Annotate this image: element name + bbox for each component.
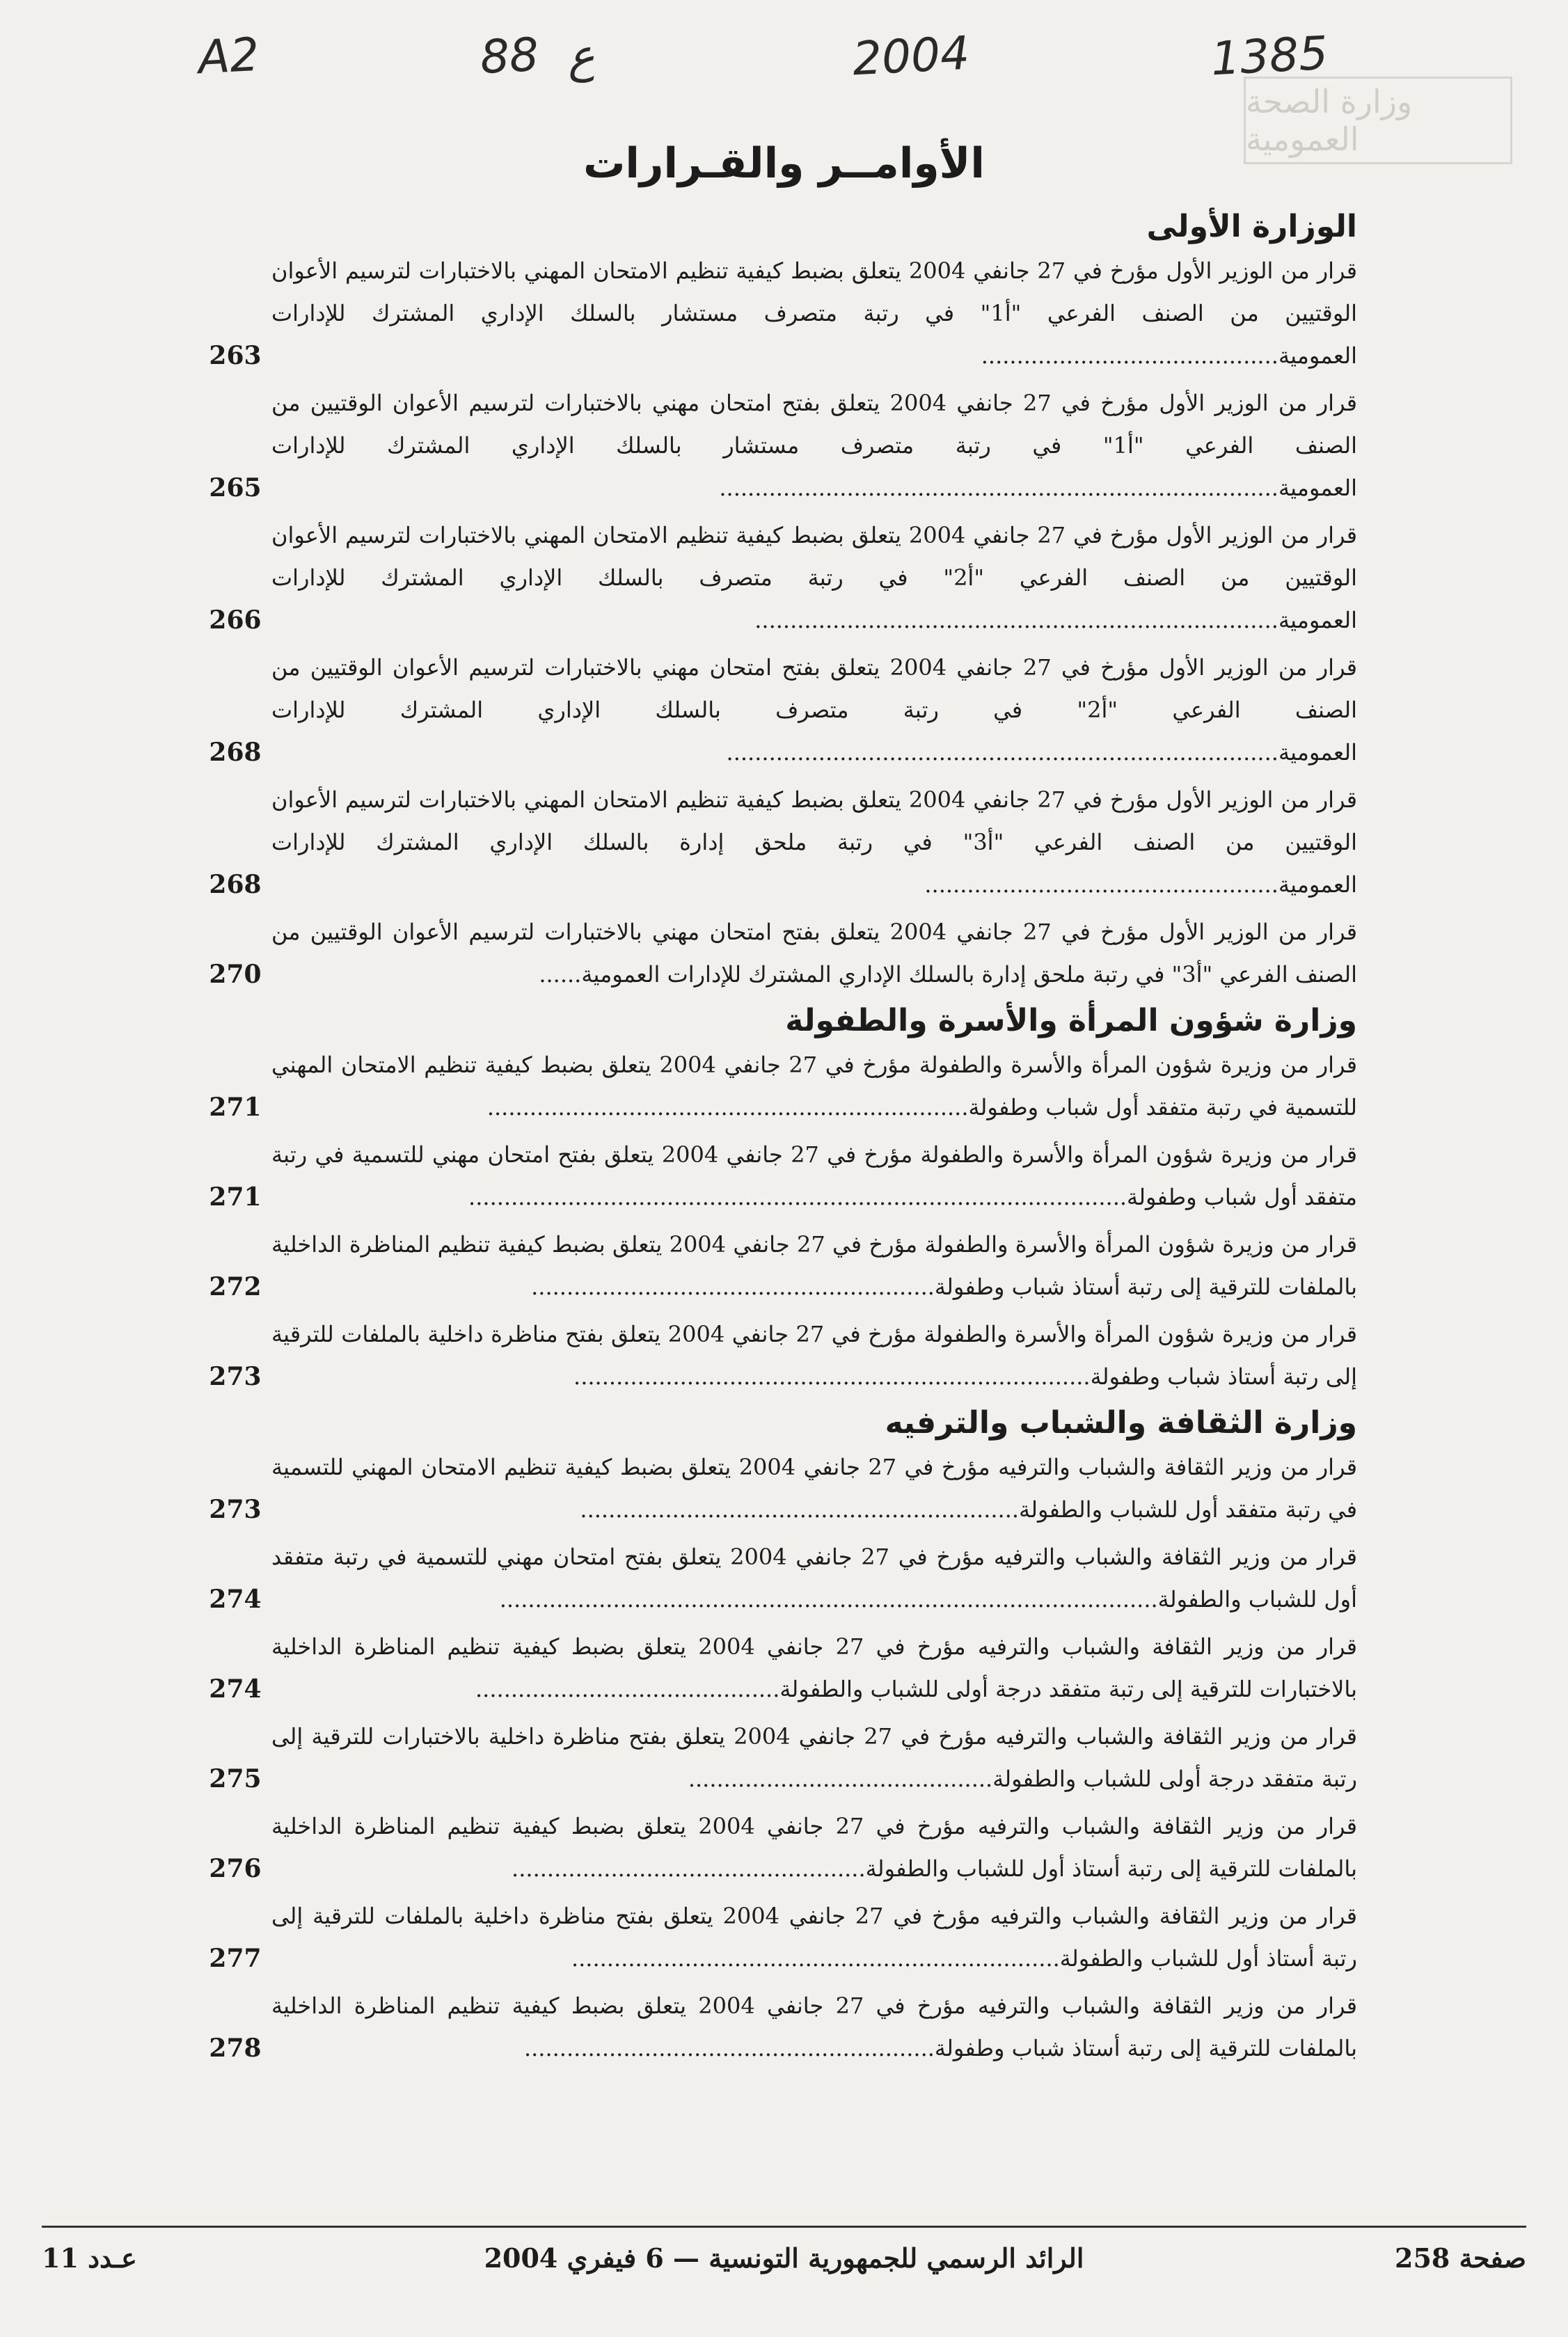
entry-page: 274 bbox=[209, 1585, 262, 1614]
entry-page: 274 bbox=[209, 1674, 262, 1704]
handwritten-note-e: 1385 bbox=[1210, 26, 1329, 86]
list-item: قرار من وزيرة شؤون المرأة والأسرة والطفولة مؤرخ في 27 جانفي 2004 يتعلق بفتح امتحان مهني للتسمية في رتبة متفقد أول شباب وطفولة............................................................................................. 271 bbox=[264, 1134, 1357, 1219]
entry-page: 278 bbox=[209, 2034, 262, 2063]
entry-text: قرار من الوزير الأول مؤرخ في 27 جانفي 2004 يتعلق بفتح امتحان مهني بالاختبارات لترسيم الأعوان الوقتيين من الصنف الفرعي "أ3" في رتبة ملحق إدارة بالسلك الإداري المشترك للإدارات العمومية bbox=[271, 919, 1358, 988]
entry-page: 275 bbox=[209, 1764, 262, 1793]
list-item: قرار من وزيرة شؤون المرأة والأسرة والطفولة مؤرخ في 27 جانفي 2004 يتعلق بضبط كيفية تنظيم المناظرة الداخلية بالملفات للترقية إلى رتبة أستاذ شباب وطفولة......................................................... 272 bbox=[264, 1223, 1357, 1308]
list-item: قرار من وزير الثقافة والشباب والترفيه مؤرخ في 27 جانفي 2004 يتعلق بضبط كيفية تنظيم المناظرة الداخلية بالاختبارات للترقية إلى رتبة متفقد درجة أولى للشباب والطفولة........................................... 274 bbox=[264, 1626, 1357, 1711]
list-item: قرار من وزير الثقافة والشباب والترفيه مؤرخ في 27 جانفي 2004 يتعلق بضبط كيفية تنظيم المناظرة الداخلية بالملفات للترقية إلى رتبة أستاذ شباب وطفولة.......................................................... 278 bbox=[264, 1985, 1357, 2070]
entry-text: قرار من وزير الثقافة والشباب والترفيه مؤرخ في 27 جانفي 2004 يتعلق بفتح مناظرة داخلية بالاختبارات للترقية إلى رتبة متفقد درجة أولى للشباب والطفولة bbox=[271, 1723, 1358, 1792]
entry-text: قرار من الوزير الأول مؤرخ في 27 جانفي 2004 يتعلق بضبط كيفية تنظيم الامتحان المهني بالاختبارات لترسيم الأعوان الوقتيين من الصنف الفرعي "أ2" في رتبة متصرف بالسلك الإداري المشترك للإدارات العمومية bbox=[271, 522, 1358, 633]
entry-text: قرار من وزير الثقافة والشباب والترفيه مؤرخ في 27 جانفي 2004 يتعلق بفتح مناظرة داخلية بالملفات للترقية إلى رتبة أستاذ أول للشباب والطفولة bbox=[271, 1903, 1358, 1972]
section-title: وزارة شؤون المرأة والأسرة والطفولة bbox=[785, 1003, 1357, 1038]
page-title: الأوامــر والقـرارات bbox=[583, 139, 985, 188]
list-item: قرار من وزير الثقافة والشباب والترفيه مؤرخ في 27 جانفي 2004 يتعلق بضبط كيفية تنظيم الامتحان المهني للتسمية في رتبة متفقد أول للشباب والطفولة.............................................................. 273 bbox=[264, 1446, 1357, 1531]
entry-page: 277 bbox=[209, 1944, 262, 1973]
entry-page: 268 bbox=[209, 870, 262, 899]
handwritten-note-b: 88 bbox=[479, 27, 540, 85]
list-item: قرار من وزيرة شؤون المرأة والأسرة والطفولة مؤرخ في 27 جانفي 2004 يتعلق بفتح مناظرة داخلية بالملفات للترقية إلى رتبة أستاذ شباب وطفولة......................................................................... 273 bbox=[264, 1313, 1357, 1398]
list-item: قرار من الوزير الأول مؤرخ في 27 جانفي 2004 يتعلق بضبط كيفية تنظيم الامتحان المهني بالاختبارات لترسيم الأعوان الوقتيين من الصنف الفرعي "أ2" في رتبة متصرف بالسلك الإداري المشترك للإدارات العمومية.......................................................................... 266 bbox=[264, 514, 1357, 642]
entry-page: 265 bbox=[209, 473, 262, 502]
entry-page: 271 bbox=[209, 1182, 262, 1212]
list-item: قرار من الوزير الأول مؤرخ في 27 جانفي 2004 يتعلق بضبط كيفية تنظيم الامتحان المهني بالاختبارات لترسيم الأعوان الوقتيين من الصنف الفرعي "أ1" في رتبة متصرف مستشار بالسلك الإداري المشترك للإدارات العمومية.......................................... 263 bbox=[264, 250, 1357, 377]
section-first-ministry bbox=[209, 209, 1358, 996]
entry-text: قرار من وزير الثقافة والشباب والترفيه مؤرخ في 27 جانفي 2004 يتعلق بضبط كيفية تنظيم المناظرة الداخلية بالاختبارات للترقية إلى رتبة متفقد درجة أولى للشباب والطفولة bbox=[271, 1633, 1358, 1702]
section-title: الوزارة الأولى bbox=[1146, 209, 1357, 244]
entry-page: 263 bbox=[209, 341, 262, 370]
list-item: قرار من الوزير الأول مؤرخ في 27 جانفي 2004 يتعلق بفتح امتحان مهني بالاختبارات لترسيم الأعوان الوقتيين من الصنف الفرعي "أ2" في رتبة متصرف بالسلك الإداري المشترك للإدارات العمومية.............................................................................. 268 bbox=[264, 647, 1357, 774]
entry-text: قرار من وزير الثقافة والشباب والترفيه مؤرخ في 27 جانفي 2004 يتعلق بضبط كيفية تنظيم المناظرة الداخلية بالملفات للترقية إلى رتبة أستاذ شباب وطفولة bbox=[271, 1993, 1358, 2061]
section-culture-youth-ministry bbox=[209, 1405, 1358, 2070]
entry-page: 268 bbox=[209, 738, 262, 767]
entry-text: قرار من وزيرة شؤون المرأة والأسرة والطفولة مؤرخ في 27 جانفي 2004 يتعلق بضبط كيفية تنظيم المناظرة الداخلية بالملفات للترقية إلى رتبة أستاذ شباب وطفولة bbox=[271, 1231, 1358, 1300]
entry-text: قرار من الوزير الأول مؤرخ في 27 جانفي 2004 يتعلق بفتح امتحان مهني بالاختبارات لترسيم الأعوان الوقتيين من الصنف الفرعي "أ2" في رتبة متصرف بالسلك الإداري المشترك للإدارات العمومية bbox=[271, 654, 1358, 766]
section-women-family-ministry bbox=[209, 1003, 1358, 1398]
footer-rule bbox=[42, 2226, 1526, 2228]
entry-page: 273 bbox=[209, 1362, 262, 1391]
entry-page: 272 bbox=[209, 1272, 262, 1301]
handwritten-note-a: A2 bbox=[197, 27, 261, 85]
footer-issue-number: عـدد 11 bbox=[42, 2242, 137, 2274]
entry-text: قرار من وزير الثقافة والشباب والترفيه مؤرخ في 27 جانفي 2004 يتعلق بضبط كيفية تنظيم الامتحان المهني للتسمية في رتبة متفقد أول للشباب والطفولة bbox=[271, 1454, 1358, 1523]
entry-text: قرار من وزيرة شؤون المرأة والأسرة والطفولة مؤرخ في 27 جانفي 2004 يتعلق بفتح امتحان مهني للتسمية في رتبة متفقد أول شباب وطفولة bbox=[271, 1141, 1358, 1210]
handwritten-note-c: ع bbox=[566, 29, 596, 84]
list-item: قرار من وزير الثقافة والشباب والترفيه مؤرخ في 27 جانفي 2004 يتعلق بفتح مناظرة داخلية بالاختبارات للترقية إلى رتبة متفقد درجة أولى للشباب والطفولة........................................... 275 bbox=[264, 1716, 1357, 1800]
entry-text: قرار من وزيرة شؤون المرأة والأسرة والطفولة مؤرخ في 27 جانفي 2004 يتعلق بفتح مناظرة داخلية بالملفات للترقية إلى رتبة أستاذ شباب وطفولة bbox=[271, 1321, 1358, 1390]
footer-page-number: صفحة 258 bbox=[1395, 2242, 1526, 2274]
page-footer bbox=[42, 2242, 1526, 2284]
entry-text: قرار من وزيرة شؤون المرأة والأسرة والطفولة مؤرخ في 27 جانفي 2004 يتعلق بضبط كيفية تنظيم الامتحان المهني للتسمية في رتبة متفقد أول شباب وطفولة bbox=[271, 1052, 1358, 1120]
list-item: قرار من وزير الثقافة والشباب والترفيه مؤرخ في 27 جانفي 2004 يتعلق بضبط كيفية تنظيم المناظرة الداخلية بالملفات للترقية إلى رتبة أستاذ أول للشباب والطفولة.................................................. 276 bbox=[264, 1805, 1357, 1890]
entry-page: 271 bbox=[209, 1093, 262, 1122]
entry-page: 276 bbox=[209, 1854, 262, 1883]
footer-publication: الرائد الرسمي للجمهورية التونسية — 6 فيفري 2004 bbox=[484, 2242, 1084, 2274]
list-item: قرار من الوزير الأول مؤرخ في 27 جانفي 2004 يتعلق بفتح امتحان مهني بالاختبارات لترسيم الأعوان الوقتيين من الصنف الفرعي "أ3" في رتبة ملحق إدارة بالسلك الإداري المشترك للإدارات العمومية...... 270 bbox=[264, 911, 1357, 996]
entry-page: 266 bbox=[209, 605, 262, 635]
show-through-box: وزارة الصحة العمومية bbox=[1244, 77, 1512, 164]
list-item: قرار من وزير الثقافة والشباب والترفيه مؤرخ في 27 جانفي 2004 يتعلق بفتح امتحان مهني للتسمية في رتبة متفقد أول للشباب والطفولة............................................................................................. 274 bbox=[264, 1536, 1357, 1621]
entry-page: 273 bbox=[209, 1495, 262, 1524]
entry-page: 270 bbox=[209, 960, 262, 989]
entry-text: قرار من وزير الثقافة والشباب والترفيه مؤرخ في 27 جانفي 2004 يتعلق بفتح امتحان مهني للتسمية في رتبة متفقد أول للشباب والطفولة bbox=[271, 1544, 1358, 1613]
section-title: وزارة الثقافة والشباب والترفيه bbox=[885, 1405, 1357, 1441]
list-item: قرار من الوزير الأول مؤرخ في 27 جانفي 2004 يتعلق بفتح امتحان مهني بالاختبارات لترسيم الأعوان الوقتيين من الصنف الفرعي "أ1" في رتبة متصرف مستشار بالسلك الإداري المشترك للإدارات العمومية............................................................................... 265 bbox=[264, 382, 1357, 509]
list-item: قرار من وزير الثقافة والشباب والترفيه مؤرخ في 27 جانفي 2004 يتعلق بفتح مناظرة داخلية بالملفات للترقية إلى رتبة أستاذ أول للشباب والطفولة..................................................................... 277 bbox=[264, 1895, 1357, 1980]
entry-text: قرار من الوزير الأول مؤرخ في 27 جانفي 2004 يتعلق بضبط كيفية تنظيم الامتحان المهني بالاختبارات لترسيم الأعوان الوقتيين من الصنف الفرعي "أ1" في رتبة متصرف مستشار بالسلك الإداري المشترك للإدارات العمومية bbox=[271, 258, 1358, 369]
entry-text: قرار من الوزير الأول مؤرخ في 27 جانفي 2004 يتعلق بضبط كيفية تنظيم الامتحان المهني بالاختبارات لترسيم الأعوان الوقتيين من الصنف الفرعي "أ3" في رتبة ملحق إدارة بالسلك الإداري المشترك للإدارات العمومية bbox=[271, 786, 1358, 898]
entry-text: قرار من وزير الثقافة والشباب والترفيه مؤرخ في 27 جانفي 2004 يتعلق بضبط كيفية تنظيم المناظرة الداخلية بالملفات للترقية إلى رتبة أستاذ أول للشباب والطفولة bbox=[271, 1813, 1358, 1882]
list-item: قرار من وزيرة شؤون المرأة والأسرة والطفولة مؤرخ في 27 جانفي 2004 يتعلق بضبط كيفية تنظيم الامتحان المهني للتسمية في رتبة متفقد أول شباب وطفولة.................................................................... 271 bbox=[264, 1044, 1357, 1129]
contents-list bbox=[209, 209, 1358, 2075]
entry-text: قرار من الوزير الأول مؤرخ في 27 جانفي 2004 يتعلق بفتح امتحان مهني بالاختبارات لترسيم الأعوان الوقتيين من الصنف الفرعي "أ1" في رتبة متصرف مستشار بالسلك الإداري المشترك للإدارات العمومية bbox=[271, 390, 1358, 501]
handwritten-note-d: 2004 bbox=[851, 26, 971, 86]
list-item: قرار من الوزير الأول مؤرخ في 27 جانفي 2004 يتعلق بضبط كيفية تنظيم الامتحان المهني بالاختبارات لترسيم الأعوان الوقتيين من الصنف الفرعي "أ3" في رتبة ملحق إدارة بالسلك الإداري المشترك للإدارات العمومية.................................................. 268 bbox=[264, 779, 1357, 906]
